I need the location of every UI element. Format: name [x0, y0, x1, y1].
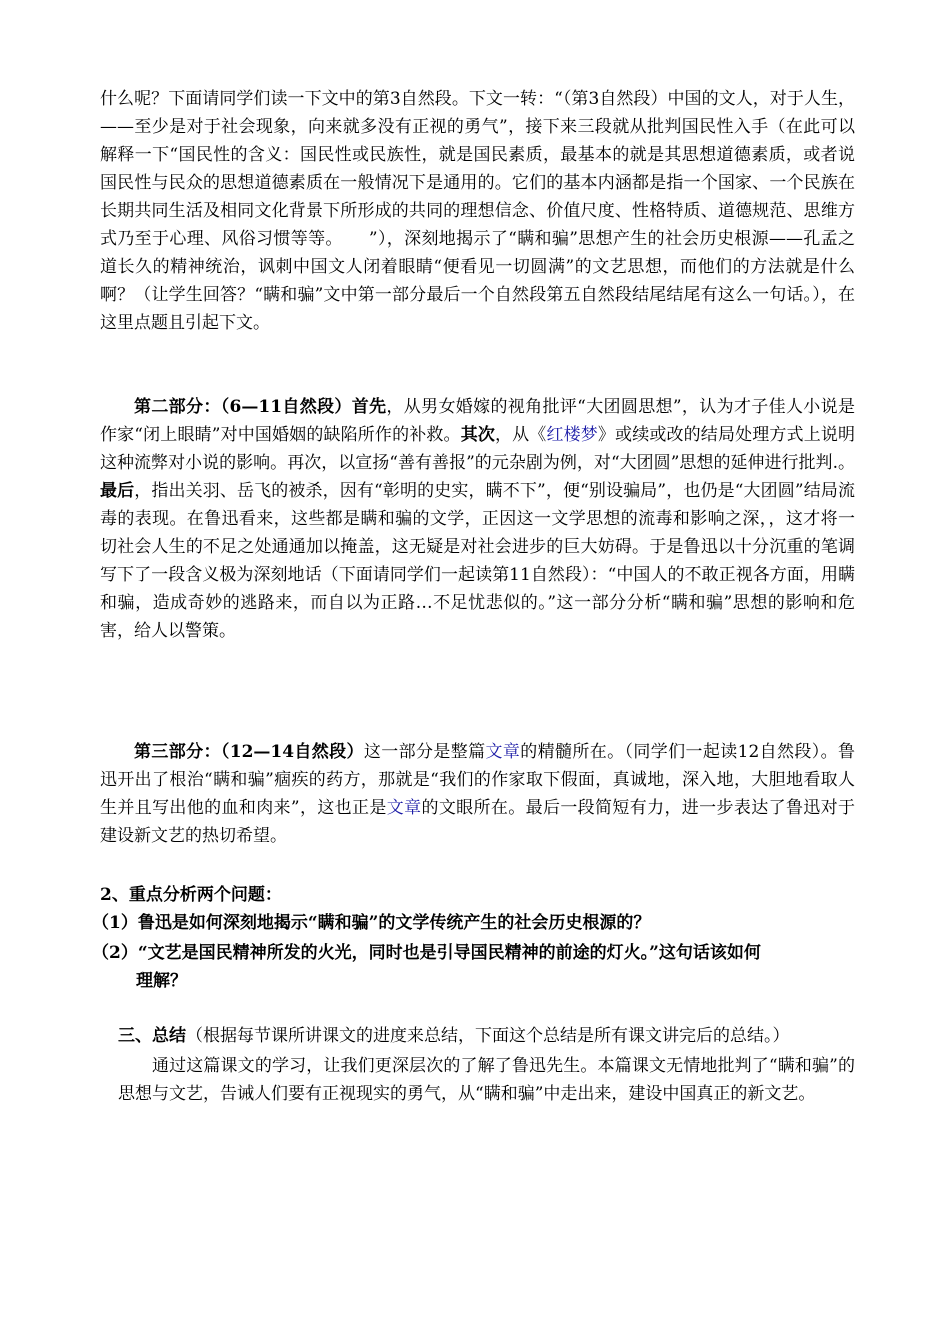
part2-text-2: ，从《	[495, 425, 547, 445]
section3-body-text: 通过这篇课文的学习，让我们更深层次的了解了鲁迅先生。本篇课文无情地批判了“瞒和骗”的思想与文艺，告诫人们要有正视现实的勇气，从“瞒和骗”中走出来，建设中国真正的新文艺。	[118, 1056, 855, 1104]
part3-text-3: 的文眼所在。最后一段简短有力，进一步表达了鲁迅对于建设新文艺的热切希望。	[100, 798, 856, 846]
section3-title-line	[118, 1022, 855, 1050]
question-2-continued: 理解？	[136, 971, 187, 991]
section3-body	[118, 1052, 855, 1108]
paragraph-part1	[100, 85, 855, 337]
link-article-2[interactable]: 文章	[386, 798, 422, 818]
link-hongloumeng[interactable]: 红楼梦	[546, 425, 598, 445]
paragraph-part3	[100, 738, 855, 850]
question-1: （1）鲁迅是如何深刻地揭示“瞒和骗”的文学传统产生的社会历史根源的？	[92, 913, 651, 933]
section3-heading: 三、总结	[118, 1026, 186, 1046]
part3-text-1: 这一部分是整篇	[363, 742, 486, 762]
part2-bold-last: 最后	[100, 481, 135, 501]
part2-text-4: ，指出关羽、岳飞的被杀，因有“彰明的史实，瞒不下”，便“别设骗局”，也仍是“大团圆”结局流毒的表现。在鲁迅看来，这些都是瞒和骗的文学，正因这一文学思想的流毒和影响之深，，这才将一切社会人生的不足之处通通加以掩盖，这无疑是对社会进步的巨大妨碍。于是鲁迅以十分沉重的笔调写下了一段含义极为深刻地话（下面请同学们一起读第11自然段）：“中国人的不敢正视各方面，用瞒和骗，造成奇妙的逃路来，而自以为正路…不足忧悲似的。”这一部分分析“瞒和骗”思想的影响和危害，给人以警策。	[100, 481, 855, 641]
section2-heading: 2、重点分析两个问题：	[100, 885, 282, 905]
part2-heading: 第二部分：（6—11自然段）首先	[134, 397, 387, 417]
section3-note: （根据每节课所讲课文的进度来总结，下面这个总结是所有课文讲完后的总结。）	[186, 1026, 790, 1046]
question-2: （2）“文艺是国民精神所发的火光，同时也是引导国民精神的前途的灯火。”这句话该如何	[92, 943, 761, 963]
part2-bold-next: 其次	[460, 425, 495, 445]
part2-text-3: 》或续或改的结局处理方式上说明这种流弊对小说的影响。再次，以宣扬“善有善报”的元杂剧为例，对“大团圆”思想的延伸进行批判.。	[100, 425, 856, 473]
part3-text-2: 的精髓所在。（同学们一起读12自然段）。鲁迅开出了根治“瞒和骗”痼疾的药方，那就是“我们的作家取下假面，真诚地，深入地，大胆地看取人生并且写出他的血和肉来”，这也正是	[100, 742, 855, 818]
part1-text: 什么呢？下面请同学们读一下文中的第3自然段。下文一转：“（第3自然段）中国的文人，对于人生，——至少是对于社会现象，向来就多没有正视的勇气”，接下来三段就从批判国民性入手（在此可以解释一下“国民性的含义：国民性或民族性，就是国民素质，最基本的就是其思想道德素质，或者说国民性与民众的思想道德素质在一般情况下是通用的。它们的基本内涵都是指一个国家、一个民族在长期共同生活及相同文化背景下所形成的共同的理想信念、价值尺度、性格特质、道德规范、思维方式乃至于心理、风俗习惯等等。 ”），深刻地揭示了“瞒和骗”思想产生的社会历史根源——孔孟之道长久的精神统治，讽刺中国文人闭着眼睛“便看见一切圆满”的文艺思想，而他们的方法就是什么啊？（让学生回答？“瞒和骗”文中第一部分最后一个自然段第五自然段结尾结尾有这么一句话。），在这里点题且引起下文。	[100, 89, 855, 333]
part2-text-1: ，从男女婚嫁的视角批评“大团圆思想”，认为才子佳人小说是作家“闭上眼睛”对中国婚姻的缺陷所作的补救。	[100, 397, 855, 445]
part3-heading: 第三部分：（12—14自然段）	[134, 742, 364, 762]
link-article-1[interactable]: 文章	[485, 742, 521, 762]
paragraph-part2	[100, 393, 855, 645]
